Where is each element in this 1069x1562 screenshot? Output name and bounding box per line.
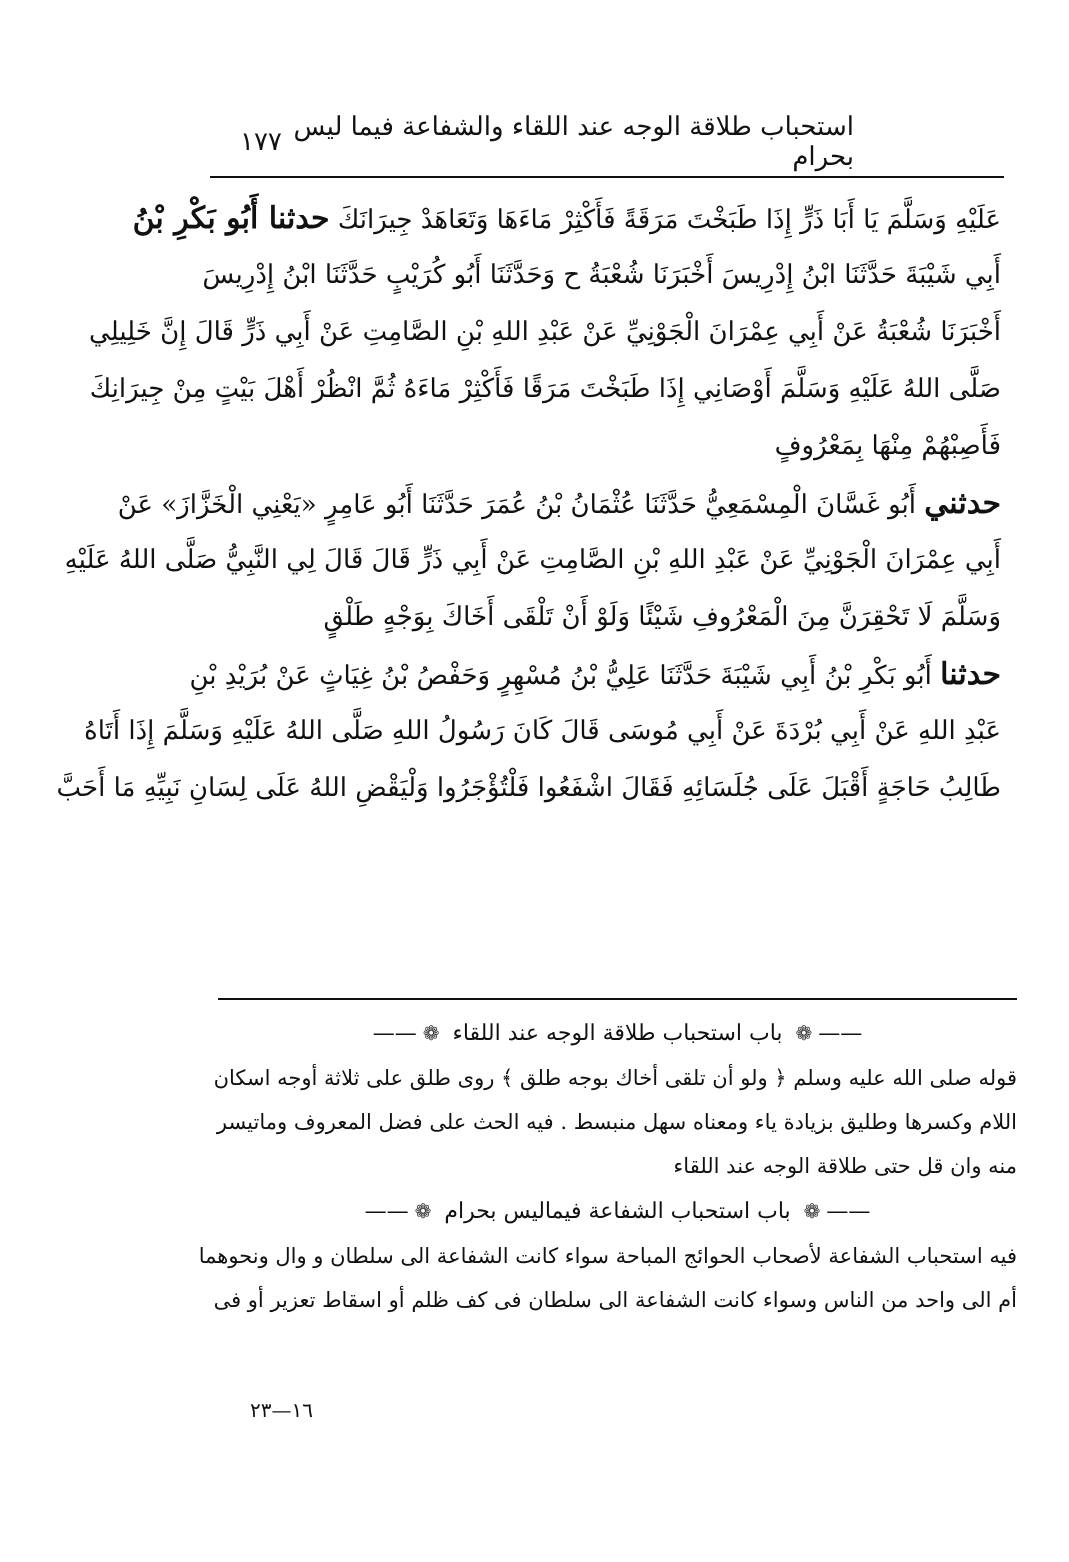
page-number: ١٧٧ xyxy=(240,127,282,157)
chapter-heading: ——❁ باب استحباب الشفاعة فيماليس بحرام ❁—— xyxy=(364,1199,871,1224)
chain-marker: حدثنا أَبُو بَكْرِ بْنُ xyxy=(132,201,330,236)
text-line: عَبْدِ اللهِ عَنْ أَبِي بُرْدَةَ عَنْ أَبِي مُوسَى قَالَ كَانَ رَسُولُ اللهِ صَلَّى اللهُ عَلَيْهِ وَسَلَّمَ إِذَا أَتَاهُ xyxy=(84,716,1001,746)
running-title: استحباب طلاقة الوجه عند اللقاء والشفاعة فيما ليس بحرام xyxy=(293,112,854,172)
text-line: صَلَّى اللهُ عَلَيْهِ وَسَلَّمَ أَوْصَانِي إِذَا طَبَخْتَ مَرَقًا فَأَكْثِرْ مَاءَهُ ثُمَّ انْظُرْ أَهْلَ بَيْتٍ مِنْ جِيرَانِكَ xyxy=(89,374,1001,404)
text-line: حدثني أَبُو غَسَّانَ الْمِسْمَعِيُّ حَدَّثَنَا عُثْمَانُ بْنُ عُمَرَ حَدَّثَنَا أَبُو عَامِرٍ «يَعْنِي الْخَزَّازَ» عَنْ xyxy=(117,486,1001,521)
commentary-line: اللام وكسرها وطليق بزيادة ياء ومعناه سهل منبسط . فيه الحث على فضل المعروف وماتيسر xyxy=(216,1110,1017,1134)
commentary-line: قوله صلى الله عليه وسلم ﴿ ولو أن تلقى أخاك بوجه طلق ﴾ روى طلق على ثلاثة أوجه اسكان xyxy=(213,1066,1017,1090)
text-line: عَلَيْهِ وَسَلَّمَ يَا أَبَا ذَرٍّ إِذَا طَبَخْتَ مَرَقَةً فَأَكْثِرْ مَاءَهَا وَتَعَاهَدْ جِيرَانَكَ حدثنا أَبُو بَكْرِ بْنُ xyxy=(132,201,1001,236)
chain-marker: حدثنا xyxy=(940,657,1001,692)
commentary-line: منه وان قل حتى طلاقة الوجه عند اللقاء xyxy=(673,1154,1017,1178)
header-rule xyxy=(210,176,1004,178)
commentary-line: فيه استحباب الشفاعة لأصحاب الحوائج المباحة سواء كانت الشفاعة الى سلطان و وال ونحوهما xyxy=(198,1244,1017,1268)
text-line: أَخْبَرَنَا شُعْبَةُ عَنْ أَبِي عِمْرَانَ الْجَوْنِيِّ عَنْ عَبْدِ اللهِ بْنِ الصَّامِتِ عَنْ أَبِي ذَرٍّ قَالَ إِنَّ خَلِيلِي xyxy=(89,317,1001,347)
text-line: طَالِبُ حَاجَةٍ أَقْبَلَ عَلَى جُلَسَائِهِ فَقَالَ اشْفَعُوا فَلْتُؤْجَرُوا وَلْيَقْضِ اللهُ عَلَى لِسَانِ نَبِيِّهِ مَا أَحَبَّ xyxy=(56,773,1001,803)
text-line: أَبِي عِمْرَانَ الْجَوْنِيِّ عَنْ عَبْدِ اللهِ بْنِ الصَّامِتِ عَنْ أَبِي ذَرٍّ قَالَ قَالَ لِي النَّبِيُّ صَلَّى اللهُ عَلَيْهِ xyxy=(64,545,1001,575)
ornament-icon: ❁ xyxy=(803,1199,821,1223)
text-line: فَأَصِبْهُمْ مِنْهَا بِمَعْرُوفٍ xyxy=(774,431,1001,461)
printer-signature: ١٦—٢٣ xyxy=(250,1398,313,1422)
ornament-icon: ❁ xyxy=(795,1021,813,1045)
commentary-rule xyxy=(218,998,1017,1000)
text-line: أَبِي شَيْبَةَ حَدَّثَنَا ابْنُ إِدْرِيسَ أَخْبَرَنَا شُعْبَةُ ح وَحَدَّثَنَا أَبُو كُرَيْبٍ حَدَّثَنَا ابْنُ إِدْرِيسَ xyxy=(202,260,1001,290)
text-line: حدثنا أَبُو بَكْرِ بْنُ أَبِي شَيْبَةَ حَدَّثَنَا عَلِيُّ بْنُ مُسْهِرٍ وَحَفْصُ بْنُ غِيَاثٍ عَنْ بُرَيْدِ بْنِ xyxy=(189,657,1001,692)
chain-marker: حدثني xyxy=(924,486,1001,521)
commentary-line: أم الى واحد من الناس وسواء كانت الشفاعة الى سلطان فى كف ظلم أو اسقاط تعزير أو فى xyxy=(213,1288,1017,1312)
commentary xyxy=(198,1010,1017,1322)
ornament-icon: ❁ xyxy=(414,1199,432,1223)
hadith-text xyxy=(56,190,1001,817)
chapter-heading: ——❁ باب استحباب طلاقة الوجه عند اللقاء ❁—— xyxy=(372,1021,863,1046)
text-line: وَسَلَّمَ لَا تَحْقِرَنَّ مِنَ الْمَعْرُوفِ شَيْئًا وَلَوْ أَنْ تَلْقَى أَخَاكَ بِوَجْهٍ طَلْقٍ xyxy=(323,602,1001,632)
ornament-icon: ❁ xyxy=(422,1021,440,1045)
page-header xyxy=(240,112,854,172)
